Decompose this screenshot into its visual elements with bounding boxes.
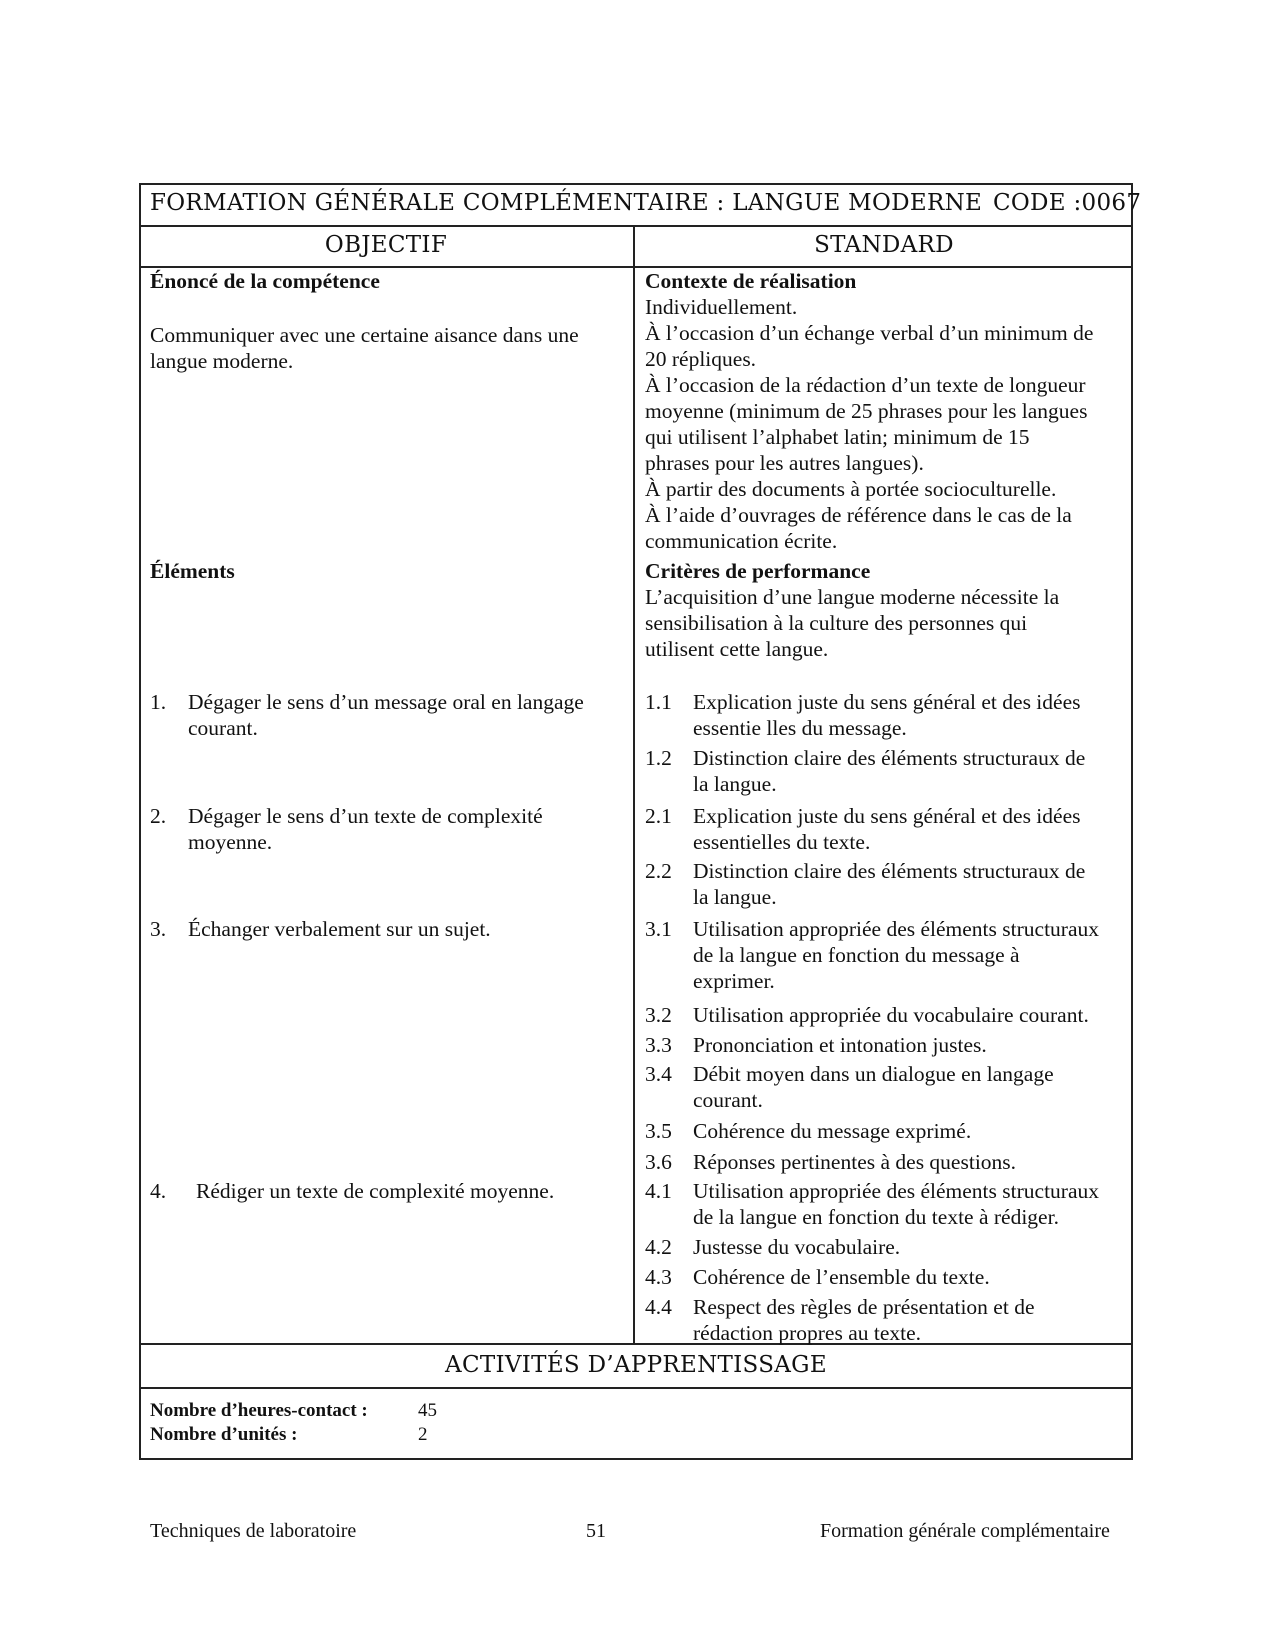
- critere-line: Prononciation et intonation justes.: [693, 1033, 987, 1057]
- critere-line: Respect des règles de présentation et de: [693, 1295, 1035, 1319]
- criteres-intro-line: sensibilisation à la culture des personnes qui: [645, 611, 1028, 635]
- critere-item-4-2: [645, 1234, 1135, 1260]
- critere-number: 3.5: [645, 1119, 672, 1143]
- enonce-text-line-1: Communiquer avec une certaine aisance dans une: [150, 323, 579, 347]
- element-item-1: [150, 689, 630, 741]
- contexte-text: [645, 294, 1130, 554]
- critere-line: Utilisation appropriée des éléments structuraux: [693, 917, 1099, 941]
- criteres-intro-line: utilisent cette langue.: [645, 637, 829, 661]
- critere-line: rédaction propres au texte.: [693, 1321, 922, 1345]
- critere-number: 2.1: [645, 804, 672, 828]
- critere-line: de la langue en fonction du message à: [693, 943, 1020, 967]
- element-line: Dégager le sens d’un texte de complexité: [188, 804, 543, 828]
- critere-line: Débit moyen dans un dialogue en langage: [693, 1062, 1054, 1086]
- contexte-label: Contexte de réalisation: [645, 269, 857, 293]
- critere-number: 4.1: [645, 1179, 672, 1203]
- critere-line: Distinction claire des éléments structuraux de: [693, 859, 1086, 883]
- element-number: 3.: [150, 917, 167, 941]
- footer-program: Techniques de laboratoire: [150, 1520, 357, 1542]
- element-number: 2.: [150, 804, 167, 828]
- rule-under-activites: [139, 1387, 1133, 1389]
- contexte-line: moyenne (minimum de 25 phrases pour les langues: [645, 399, 1088, 423]
- element-line: Rédiger un texte de complexité moyenne.: [196, 1179, 555, 1203]
- contexte-line: communication écrite.: [645, 529, 838, 553]
- critere-item-4-4: [645, 1294, 1135, 1346]
- critere-line: courant.: [693, 1088, 763, 1112]
- critere-item-3-1: [645, 916, 1135, 994]
- element-number: 1.: [150, 690, 167, 714]
- elements-label: Éléments: [150, 559, 235, 583]
- critere-line: Cohérence du message exprimé.: [693, 1119, 972, 1143]
- course-code: CODE :0067: [993, 190, 1142, 216]
- footer-section: Formation générale complémentaire: [820, 1520, 1110, 1542]
- critere-line: Explication juste du sens général et des idées: [693, 804, 1081, 828]
- critere-item-2-1: [645, 803, 1135, 855]
- critere-number: 3.2: [645, 1003, 672, 1027]
- element-number: 4.: [150, 1179, 167, 1203]
- contexte-line: qui utilisent l’alphabet latin; minimum de 15: [645, 425, 1030, 449]
- activites-title: ACTIVITÉS D’APPRENTISSAGE: [445, 1352, 827, 1378]
- critere-item-3-6: [645, 1149, 1135, 1175]
- critere-line: de la langue en fonction du texte à rédiger.: [693, 1205, 1059, 1229]
- critere-line: Réponses pertinentes à des questions.: [693, 1150, 1017, 1174]
- critere-line: essentielles du texte.: [693, 830, 871, 854]
- critere-line: essentie lles du message.: [693, 716, 907, 740]
- critere-item-3-4: [645, 1061, 1135, 1113]
- element-line: moyenne.: [188, 830, 273, 854]
- critere-line: la langue.: [693, 885, 777, 909]
- element-item-4: [150, 1178, 630, 1204]
- critere-number: 2.2: [645, 859, 672, 883]
- column-header-objectif: OBJECTIF: [324, 232, 448, 258]
- enonce-text-line-2: langue moderne.: [150, 349, 294, 373]
- criteres-intro-line: L’acquisition d’une langue moderne nécessite la: [645, 585, 1060, 609]
- critere-number: 3.1: [645, 917, 672, 941]
- element-item-2: [150, 803, 630, 855]
- heures-label: Nombre d’heures-contact :: [150, 1400, 368, 1421]
- critere-number: 1.1: [645, 690, 672, 714]
- contexte-line: À partir des documents à portée socioculturelle.: [645, 477, 1057, 501]
- contexte-line: Individuellement.: [645, 295, 798, 319]
- criteres-intro: [645, 584, 1130, 662]
- unites-value: 2: [418, 1424, 428, 1445]
- critere-number: 3.4: [645, 1062, 672, 1086]
- element-line: Échanger verbalement sur un sujet.: [188, 917, 491, 941]
- critere-number: 4.3: [645, 1265, 672, 1289]
- criteres-label: Critères de performance: [645, 559, 871, 583]
- critere-line: exprimer.: [693, 969, 775, 993]
- critere-number: 3.3: [645, 1033, 672, 1057]
- critere-item-3-3: [645, 1032, 1135, 1058]
- critere-line: Justesse du vocabulaire.: [693, 1235, 901, 1259]
- contexte-line: À l’aide d’ouvrages de référence dans le cas de la: [645, 503, 1072, 527]
- critere-item-2-2: [645, 858, 1135, 910]
- critere-number: 4.2: [645, 1235, 672, 1259]
- critere-line: Cohérence de l’ensemble du texte.: [693, 1265, 990, 1289]
- critere-number: 4.4: [645, 1295, 672, 1319]
- contexte-line: phrases pour les autres langues).: [645, 451, 924, 475]
- table-title: FORMATION GÉNÉRALE COMPLÉMENTAIRE : LANGUE MODERNE: [150, 190, 983, 216]
- column-header-standard: STANDARD: [814, 232, 954, 258]
- critere-line: Utilisation appropriée des éléments structuraux: [693, 1179, 1099, 1203]
- element-line: courant.: [188, 716, 258, 740]
- critere-item-4-1: [645, 1178, 1135, 1230]
- critere-number: 1.2: [645, 746, 672, 770]
- heures-value: 45: [418, 1400, 437, 1421]
- element-line: Dégager le sens d’un message oral en langage: [188, 690, 584, 714]
- contexte-line: 20 répliques.: [645, 347, 757, 371]
- contexte-line: À l’occasion d’un échange verbal d’un minimum de: [645, 321, 1094, 345]
- critere-line: Explication juste du sens général et des idées: [693, 690, 1081, 714]
- critere-item-3-2: [645, 1002, 1135, 1028]
- critere-item-1-1: [645, 689, 1135, 741]
- page-number: 51: [586, 1520, 606, 1542]
- critere-item-4-3: [645, 1264, 1135, 1290]
- critere-line: la langue.: [693, 772, 777, 796]
- critere-line: Utilisation appropriée du vocabulaire courant.: [693, 1003, 1089, 1027]
- critere-number: 3.6: [645, 1150, 672, 1174]
- element-item-3: [150, 916, 630, 942]
- contexte-line: À l’occasion de la rédaction d’un texte de longueur: [645, 373, 1086, 397]
- rule-under-title: [139, 225, 1133, 227]
- critere-item-3-5: [645, 1118, 1135, 1144]
- critere-line: Distinction claire des éléments structuraux de: [693, 746, 1086, 770]
- critere-item-1-2: [645, 745, 1135, 797]
- unites-label: Nombre d’unités :: [150, 1424, 298, 1445]
- column-divider: [633, 225, 635, 1343]
- enonce-label: Énoncé de la compétence: [150, 269, 380, 293]
